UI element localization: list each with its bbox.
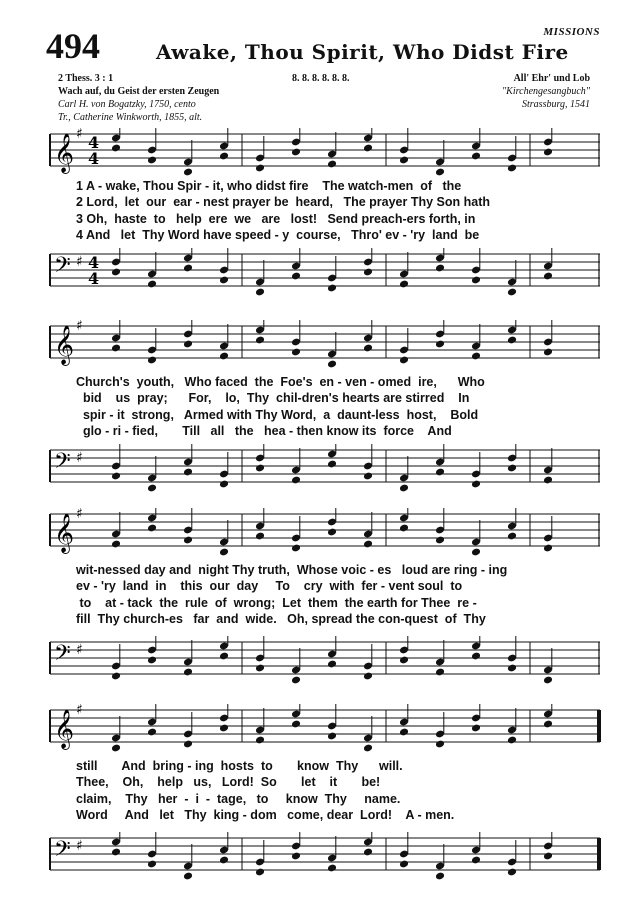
bass-staff-2 xyxy=(46,444,602,496)
note-head xyxy=(507,868,517,877)
scripture-reference: 2 Thess. 3 : 1 xyxy=(58,73,114,84)
note-head xyxy=(255,532,265,541)
key-signature-sharp-icon: ♯ xyxy=(76,642,83,658)
lyric-line: still And bring - ing hosts to know Thy will. xyxy=(76,759,403,773)
note-head xyxy=(183,872,193,881)
lyric-line: Church's youth, Who faced the Foe's en - ven - omed ire, Who xyxy=(76,375,485,389)
note-head xyxy=(291,148,301,157)
note-head xyxy=(327,460,337,469)
note-head xyxy=(147,156,157,165)
note-head xyxy=(147,484,157,493)
note-head xyxy=(435,340,445,349)
note-head xyxy=(543,148,553,157)
lyric-line: 1 A - wake, Thou Spir - it, who didst fire The watch-men of the xyxy=(76,179,462,193)
note-head xyxy=(111,268,121,277)
treble-clef-icon: 𝄞 xyxy=(54,325,75,365)
note-head xyxy=(255,464,265,473)
lyric-line: glo - ri - fied, Till all the hea - then know its force And xyxy=(76,424,452,438)
note-head xyxy=(399,728,409,737)
note-head xyxy=(471,856,481,865)
note-head xyxy=(219,276,229,285)
note-head xyxy=(147,524,157,533)
note-head xyxy=(327,864,337,873)
lyric-line: ev - 'ry land in this our day To cry with fer - vent soul to xyxy=(76,579,463,593)
tune-source: "Kirchengesangbuch" xyxy=(501,86,590,97)
note-head xyxy=(327,360,337,369)
note-head xyxy=(219,152,229,161)
bass-clef-icon: 𝄢 xyxy=(54,253,71,283)
note-head xyxy=(183,468,193,477)
lyric-line: Thee, Oh, help us, Lord! So let it be! xyxy=(76,775,381,789)
meter: 8. 8. 8. 8. 8. 8. xyxy=(292,73,350,84)
bass-clef-icon: 𝄢 xyxy=(54,837,71,867)
note-head xyxy=(399,484,409,493)
tune-credits xyxy=(502,72,590,111)
note-head xyxy=(399,156,409,165)
bass-staff-3 xyxy=(46,636,602,688)
note-head xyxy=(363,268,373,277)
note-head xyxy=(255,868,265,877)
note-head xyxy=(183,264,193,273)
note-head xyxy=(435,536,445,545)
note-head xyxy=(219,352,229,361)
note-head xyxy=(147,356,157,365)
note-head xyxy=(219,856,229,865)
note-head xyxy=(543,720,553,729)
note-head xyxy=(363,344,373,353)
note-head xyxy=(111,744,121,753)
key-signature-sharp-icon: ♯ xyxy=(76,320,83,334)
lyric-line: bid us pray; For, lo, Thy chil-dren's hearts are stirred In xyxy=(76,391,470,405)
note-head xyxy=(471,352,481,361)
note-head xyxy=(363,540,373,549)
treble-clef-icon: 𝄞 xyxy=(54,709,75,749)
note-head xyxy=(507,664,517,673)
note-head xyxy=(327,660,337,669)
note-head xyxy=(435,468,445,477)
section-tag: MISSIONS xyxy=(543,26,600,38)
note-head xyxy=(255,288,265,297)
author-credit: Carl H. von Bogatzky, 1750, cento xyxy=(58,99,196,110)
note-head xyxy=(291,272,301,281)
treble-staff-4 xyxy=(46,704,602,756)
tune-place: Strassburg, 1541 xyxy=(522,99,590,110)
note-head xyxy=(435,740,445,749)
note-head xyxy=(471,548,481,557)
note-head xyxy=(255,336,265,345)
note-head xyxy=(363,472,373,481)
note-head xyxy=(399,656,409,665)
bass-clef-icon: 𝄢 xyxy=(54,449,71,479)
note-head xyxy=(291,852,301,861)
note-head xyxy=(255,664,265,673)
key-signature-sharp-icon: ♯ xyxy=(76,128,83,142)
note-head xyxy=(219,548,229,557)
note-head xyxy=(183,168,193,177)
note-head xyxy=(111,672,121,681)
note-head xyxy=(471,152,481,161)
note-head xyxy=(363,144,373,153)
treble-staff-3 xyxy=(46,508,602,560)
treble-staff-2 xyxy=(46,320,602,372)
note-head xyxy=(435,872,445,881)
note-head xyxy=(507,736,517,745)
treble-clef-icon: 𝄞 xyxy=(54,513,75,553)
lyric-line: fill Thy church-es far and wide. Oh, spread the con-quest of Thy xyxy=(76,612,486,626)
note-head xyxy=(327,160,337,169)
note-head xyxy=(363,672,373,681)
note-head xyxy=(291,676,301,685)
note-head xyxy=(471,724,481,733)
note-head xyxy=(147,728,157,737)
note-head xyxy=(507,532,517,541)
note-head xyxy=(111,540,121,549)
note-head xyxy=(255,164,265,173)
note-head xyxy=(219,652,229,661)
tune-name: All' Ehr' und Lob xyxy=(513,73,590,84)
note-head xyxy=(111,848,121,857)
hymn-title: Awake, Thou Spirit, Who Didst Fire xyxy=(156,40,569,64)
note-head xyxy=(507,336,517,345)
note-head xyxy=(435,168,445,177)
note-head xyxy=(291,720,301,729)
lyric-line: Word And let Thy king - dom come, dear Lord! A - men. xyxy=(76,808,455,822)
note-head xyxy=(471,276,481,285)
key-signature-sharp-icon: ♯ xyxy=(76,838,83,854)
note-head xyxy=(435,264,445,273)
key-signature-sharp-icon: ♯ xyxy=(76,508,83,522)
note-head xyxy=(183,668,193,677)
treble-clef-icon: 𝄞 xyxy=(54,133,75,173)
lyric-line: 3 Oh, haste to help ere we are lost! Send preach-ers forth, in xyxy=(76,212,476,226)
note-head xyxy=(543,852,553,861)
original-title: Wach auf, du Geist der ersten Zeugen xyxy=(58,86,220,97)
note-head xyxy=(327,528,337,537)
note-head xyxy=(543,476,553,485)
note-head xyxy=(147,860,157,869)
note-head xyxy=(435,668,445,677)
text-credits xyxy=(58,72,219,124)
note-head xyxy=(291,544,301,553)
note-head xyxy=(507,464,517,473)
note-head xyxy=(111,472,121,481)
note-head xyxy=(147,280,157,289)
note-head xyxy=(543,544,553,553)
note-head xyxy=(147,656,157,665)
lyric-line: 4 And let Thy Word have speed - y course, Thro' ev - 'ry land be xyxy=(76,228,480,242)
note-head xyxy=(219,480,229,489)
note-head xyxy=(255,736,265,745)
note-head xyxy=(183,536,193,545)
key-signature-sharp-icon: ♯ xyxy=(76,704,83,718)
note-head xyxy=(471,480,481,489)
translator-credit: Tr., Catherine Winkworth, 1855, alt. xyxy=(58,112,203,123)
note-head xyxy=(111,344,121,353)
note-head xyxy=(399,356,409,365)
note-head xyxy=(219,724,229,733)
note-head xyxy=(543,272,553,281)
treble-staff-1 xyxy=(46,128,602,180)
note-head xyxy=(111,144,121,153)
time-signature: 4 xyxy=(88,149,100,168)
note-head xyxy=(183,340,193,349)
note-head xyxy=(183,740,193,749)
time-signature: 4 xyxy=(88,269,100,288)
lyric-line: claim, Thy her - i - tage, to know Thy name. xyxy=(76,792,401,806)
key-signature-sharp-icon: ♯ xyxy=(76,254,83,270)
note-head xyxy=(327,284,337,293)
note-head xyxy=(507,164,517,173)
lyric-line: spir - it strong, Armed with Thy Word, a daunt-less host, Bold xyxy=(76,408,479,422)
note-head xyxy=(327,732,337,741)
bass-clef-icon: 𝄢 xyxy=(54,641,71,671)
note-head xyxy=(363,744,373,753)
time-signature: 4 xyxy=(88,133,100,152)
hymn-number: 494 xyxy=(46,26,100,66)
note-head xyxy=(543,676,553,685)
key-signature-sharp-icon: ♯ xyxy=(76,450,83,466)
bass-staff-1 xyxy=(46,248,602,300)
note-head xyxy=(399,524,409,533)
bass-staff-4 xyxy=(46,832,602,884)
note-head xyxy=(399,280,409,289)
note-head xyxy=(291,348,301,357)
note-head xyxy=(399,860,409,869)
lyric-line: wit-nessed day and night Thy truth, Whose voic - es loud are ring - ing xyxy=(76,563,508,577)
lyric-line: to at - tack the rule of wrong; Let them the earth for Thee re - xyxy=(76,596,477,610)
note-head xyxy=(291,476,301,485)
time-signature: 4 xyxy=(88,253,100,272)
note-head xyxy=(471,652,481,661)
lyric-line: 2 Lord, let our ear - nest prayer be heard, The prayer Thy Son hath xyxy=(76,195,490,209)
note-head xyxy=(363,848,373,857)
note-head xyxy=(543,348,553,357)
note-head xyxy=(507,288,517,297)
